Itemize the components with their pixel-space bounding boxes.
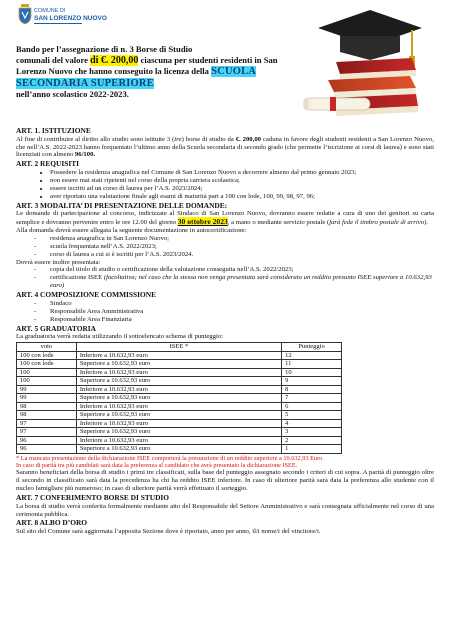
cell-score: 9 xyxy=(282,377,342,386)
art1-title: ART. 1. ISTITUZIONE xyxy=(16,126,91,135)
cell-voto: 96 xyxy=(17,445,77,454)
list-item: • aver riportato una valutazione finale agli esami di maturità pari a 100 con lode, 100, 99, 98, 97, 96; xyxy=(50,193,434,201)
municipal-crest-icon xyxy=(18,4,32,24)
table-row xyxy=(17,428,342,437)
document-body xyxy=(16,126,434,536)
cell-isee: Superiore a 10.632,93 euro xyxy=(76,360,281,369)
art3-title: ART. 3 MODALITA’ DI PRESENTAZIONE DELLE DOMANDE: xyxy=(16,200,228,210)
list-item: - copia del titolo di studio o certificazione della valutazione conseguita nell’A.S. 2022/2023; xyxy=(50,266,434,274)
table-row xyxy=(17,402,342,411)
table-row xyxy=(17,368,342,377)
table-header-row xyxy=(17,343,342,352)
art2-title: ART. 2 REQUISITI xyxy=(16,159,80,169)
art1-text-tre: tre xyxy=(174,135,182,143)
tie-note: In caso di parità tra più candidati sarà data la preferenza al candidato che avrà presentato la dichiarazione ISEE. xyxy=(16,461,298,469)
art7-text: La borsa di studio verrà conferita formalmente mediante atto del Responsabile del Settore Amministrativo e sarà consegnata ufficialmente nel corso di una cerimonia pubblica. xyxy=(16,502,434,518)
cell-score: 8 xyxy=(282,385,342,394)
school-highlight: SCUOLA SECONDARIA SUPERIORE xyxy=(16,66,257,89)
table-row xyxy=(17,411,342,420)
cell-voto: 97 xyxy=(17,428,77,437)
cell-voto: 100 xyxy=(17,377,77,386)
table-row xyxy=(17,394,342,403)
intro-part2: comunali del valore xyxy=(16,54,91,65)
cell-score: 6 xyxy=(282,402,342,411)
requirements-list xyxy=(16,169,434,201)
cell-score: 4 xyxy=(282,419,342,428)
additional-docs-list xyxy=(16,266,434,290)
cell-isee: Superiore a 10.632,93 euro xyxy=(76,445,281,454)
graduation-cap-books-diploma-icon xyxy=(300,6,432,124)
art3-text-b: , a mano o mediante servizio postale ( xyxy=(227,219,330,227)
cell-voto: 98 xyxy=(17,402,77,411)
list-item: • Possedere la residenza anagrafica nel Comune di San Lorenzo Nuovo a decorrere almeno dal primo gennaio 2023; xyxy=(50,169,434,177)
cell-voto: 98 xyxy=(17,411,77,420)
list-item: - corso di laurea a cui si è iscritti per l’A.S. 2023/2024. xyxy=(50,251,434,259)
art3-text-c: ). xyxy=(424,219,428,227)
art3-text xyxy=(16,210,434,227)
cell-voto: 100 con lode xyxy=(17,351,77,360)
art1-text-b: ) borse di studio da xyxy=(181,135,236,143)
cell-isee: Superiore a 10.632,93 euro xyxy=(76,377,281,386)
cell-isee: Superiore a 10.632,93 euro xyxy=(76,394,281,403)
intro-text xyxy=(16,44,306,100)
cell-isee: Inferiore a 10.632,93 euro xyxy=(76,402,281,411)
art1-text-a: Al fine di contribuire al diritto allo studio sono istituite 3 ( xyxy=(16,135,175,143)
art3-text-italic: farà fede il timbro postale di arrivo xyxy=(329,219,425,227)
intro-part1: Bando per l’assegnazione di n. 3 Borse di Studio xyxy=(16,44,193,54)
art1-amount: €. 200,00 xyxy=(235,135,262,143)
table-row xyxy=(17,445,342,454)
deadline-highlight: 30 ottobre 2023 xyxy=(177,217,228,227)
cell-voto: 100 xyxy=(17,368,77,377)
cell-isee: Inferiore a 10.632,93 euro xyxy=(76,351,281,360)
intro-part3: ciascuna per studenti residenti in San Lorenzo Nuovo che hanno conseguito la licenza della xyxy=(16,54,278,77)
cell-voto: 100 con lode xyxy=(17,360,77,369)
art7-title: ART. 7 CONFERIMENTO BORSE DI STUDIO xyxy=(16,493,170,503)
col-header-voto: voto xyxy=(17,343,77,352)
municipality-line1: COMUNE DI xyxy=(34,8,66,14)
cell-voto: 97 xyxy=(17,419,77,428)
table-row xyxy=(17,419,342,428)
list-item: - Sindaco xyxy=(50,300,434,308)
table-row xyxy=(17,377,342,386)
list-item: - Responsabile Area Finanziaria xyxy=(50,316,434,324)
isee-note: * La mancata presentazione della dichiarazione ISEE comporterà la presunzione di un reddito superiore a 10.632,93 Euro. xyxy=(16,454,324,462)
cell-isee: Inferiore a 10.632,93 euro xyxy=(76,436,281,445)
list-item: - scuola frequentata nell’A.S. 2022/2023; xyxy=(50,243,434,251)
art4-title: ART. 4 COMPOSIZIONE COMMISSIONE xyxy=(16,290,157,300)
cell-isee: Inferiore a 10.632,93 euro xyxy=(76,385,281,394)
art8-text: Sul sito del Comune sarà aggiornata l’apposita Sezione dove è riportato, anno per anno, il/i nome/i del vincitore/i. xyxy=(16,528,321,536)
commission-list xyxy=(16,300,434,324)
art1-text xyxy=(16,136,434,160)
score-table xyxy=(16,342,342,454)
amount-highlight: di €. 200,00 xyxy=(90,54,139,66)
isee-cert-label: certificazione ISEE xyxy=(50,274,104,282)
cell-isee: Inferiore a 10.632,93 euro xyxy=(76,419,281,428)
attach-intro: Alla domanda dovrà essere allegata la seguente documentazione in autocertificazione: xyxy=(16,226,247,234)
cell-score: 3 xyxy=(282,428,342,437)
cell-score: 12 xyxy=(282,351,342,360)
cell-voto: 99 xyxy=(17,385,77,394)
cell-voto: 99 xyxy=(17,394,77,403)
cell-isee: Inferiore a 10.632,93 euro xyxy=(76,368,281,377)
municipality-line2: SAN LORENZO NUOVO xyxy=(34,15,107,22)
col-header-punteggio: Punteggio xyxy=(282,343,342,352)
art3-text-a: Le domande di partecipazione al concorso, indirizzate al Sindaco di San Lorenzo Nuovo, dovranno essere redatte a cura di uno dei genitori su carta semplice e dovranno pervenire entro le ore 12.00 del giorno xyxy=(16,210,434,227)
art8-title: ART. 8 ALBO D’ORO xyxy=(16,518,88,528)
isee-cert-note: (facoltativa; nel caso che la stessa non venga presentata sarà considerato un reddito presunto ISEE superiore a 10.632,93 euro) xyxy=(50,274,432,290)
list-item: - residenza anagrafica in San Lorenzo Nuovo; xyxy=(50,235,434,243)
col-header-isee: ISEE * xyxy=(76,343,281,352)
intro-part4: nell’anno scolastico 2022-2023. xyxy=(16,89,129,100)
art5-title: ART. 5 GRADUATORIA xyxy=(16,323,97,333)
art5-text: Saranno beneficiari della borsa di studio i primi tre classificati, sulla base del punteggio assegnato secondo i criteri di cui sopra. A parità di punteggio oltre il secondo in classificato sarà data la precedenza ha chi ha reddito ISEE inferiore. In caso di ulteriore parità sarà data la preferenza allo studente con il nucleo famigliare più numeroso; in caso di ulteriore parità verrà effettuato il sorteggio. xyxy=(16,469,434,493)
list-item: - Responsabile Area Amministrativa xyxy=(50,308,434,316)
cell-score: 10 xyxy=(282,368,342,377)
list-item: • non essere mai stati ripetenti nel corso della propria carriera scolastica; xyxy=(50,177,434,185)
header-divider xyxy=(34,23,82,24)
cell-score: 7 xyxy=(282,394,342,403)
cell-voto: 96 xyxy=(17,436,77,445)
table-row xyxy=(17,351,342,360)
table-row xyxy=(17,436,342,445)
also-intro: Dovrà essere inoltre presentata: xyxy=(16,258,101,266)
art5-intro: La graduatoria verrà redatta utilizzando il sottoelencato schema di punteggio: xyxy=(16,333,224,341)
cell-score: 11 xyxy=(282,360,342,369)
table-row xyxy=(17,385,342,394)
art1-text-c: caduna in favore degli studenti residenti a San Lorenzo Nuovo, che nell’A.S. 2022-2023 hanno frequentato l’ultimo anno della Scuola secondaria di secondo grado (che permette l’iscrizione ai corsi di laurea) e sono stati licenziati con almeno xyxy=(16,135,435,159)
list-item xyxy=(50,274,434,290)
attachments-list xyxy=(16,235,434,259)
cell-isee: Superiore a 10.632,93 euro xyxy=(76,428,281,437)
cell-isee: Superiore a 10.632,93 euro xyxy=(76,411,281,420)
cell-score: 5 xyxy=(282,411,342,420)
table-row xyxy=(17,360,342,369)
cell-score: 1 xyxy=(282,445,342,454)
cell-score: 2 xyxy=(282,436,342,445)
art1-score: 96/100. xyxy=(74,151,96,159)
list-item: • essere iscritti ad un corso di laurea per l’A.S. 2023/2024; xyxy=(50,185,434,193)
municipality-name xyxy=(34,8,107,24)
